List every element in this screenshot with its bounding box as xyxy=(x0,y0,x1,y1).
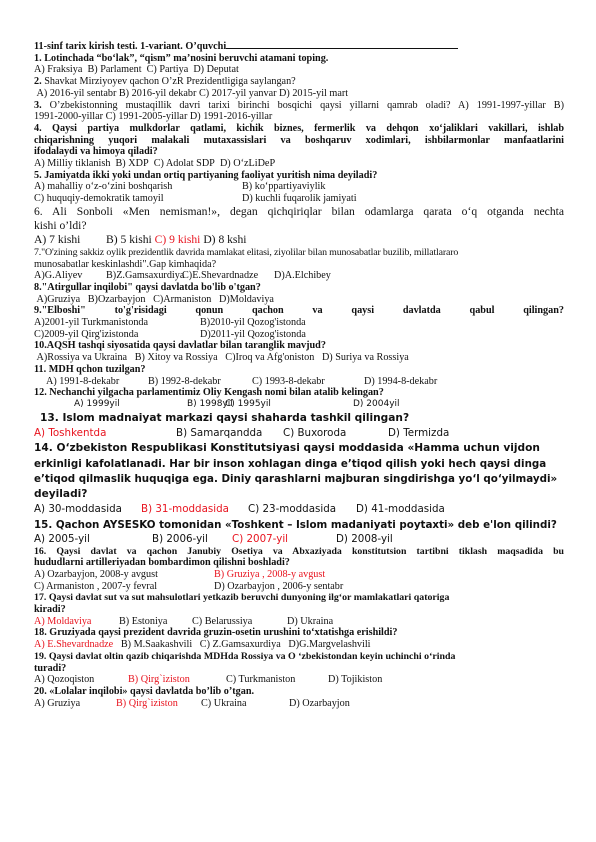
option-17d[interactable]: D) Ukraina xyxy=(287,615,334,627)
question-20: 20. «Lolalar inqilobi» qaysi davlatda bo’lib o’tgan. xyxy=(34,685,255,697)
option-4c[interactable]: C) Adolat SDP xyxy=(153,158,215,170)
options-11 xyxy=(34,376,564,388)
options-2 xyxy=(34,88,564,100)
option-13a[interactable]: A) Toshkentda xyxy=(34,426,107,439)
option-19b[interactable]: B) Qirg`iziston xyxy=(128,674,190,686)
option-18b[interactable]: B) M.Saakashvili xyxy=(120,639,193,651)
question-10: 10.AQSH tashqi siyosatida qaysi davlatlar bilan taranglik mavjud? xyxy=(34,340,326,352)
option-1b[interactable]: B) Parlament xyxy=(87,64,142,76)
option-7c[interactable]: C)E.Shevardnadze xyxy=(182,270,259,282)
question-6-block xyxy=(34,205,564,247)
question-13: 13. Islom madnaiyat markazi qaysi shaharda tashkil qilingan? xyxy=(40,411,410,424)
question-3-options: 1991-2000-yillar C) 1991-2005-yillar D) 1991-2016-yillar xyxy=(34,111,273,123)
option-6b[interactable]: B) 5 kishi xyxy=(106,232,152,246)
options-7 xyxy=(34,270,564,282)
option-16a[interactable]: A) Ozarbayjon, 2008-y avgust xyxy=(34,568,158,580)
option-15c[interactable]: C) 2007-yil xyxy=(232,532,289,545)
question-18: 18. Gruziyada qaysi prezident davrida gruzin-osetin urushini to‘xtatishga erishildi? xyxy=(34,627,398,639)
question-17-line1: 17. Qaysi davlat sut va sut mahsulotlari yetkazib beruvchi dunyoning ilg‘or mamlakatlari qatoriga xyxy=(34,592,450,604)
option-13d[interactable]: D) Termizda xyxy=(388,426,450,439)
option-10b[interactable]: B) Xitoy va Rossiya xyxy=(134,352,218,364)
option-17c[interactable]: C) Belarussiya xyxy=(192,615,253,627)
options-16-row1 xyxy=(34,569,564,581)
option-15b[interactable]: B) 2006-yil xyxy=(152,532,208,545)
question-9: 9."Elboshi" to'g'risidagi qonun qachon va qaysi davlatda qabul qilingan? xyxy=(34,305,564,317)
option-12d[interactable]: D) 2004yil xyxy=(353,398,400,409)
options-17 xyxy=(34,616,564,628)
option-4d[interactable]: D) O‘zLiDeP xyxy=(219,158,276,170)
option-8a[interactable]: A)Gruziya xyxy=(36,293,81,305)
option-10d[interactable]: D) Suriya va Rossiya xyxy=(321,352,409,364)
option-10a[interactable]: A)Rossiya va Ukraina xyxy=(36,352,128,364)
option-15d[interactable]: D) 2008-yil xyxy=(336,532,393,545)
options-14 xyxy=(34,502,564,517)
option-4a[interactable]: A) Milliy tiklanish xyxy=(34,158,111,170)
options-9-row2 xyxy=(34,329,564,341)
option-15a[interactable]: A) 2005-yil xyxy=(34,532,90,545)
option-6a[interactable]: A) 7 kishi xyxy=(34,232,81,246)
options-18 xyxy=(34,639,564,651)
question-14-line1: 14. O‘zbekiston Respublikasi Konstitutsiyasi qaysi moddasida «Hamma uchun vijdon xyxy=(34,442,540,455)
option-6c[interactable]: C) 9 kishi xyxy=(154,232,201,246)
option-20b[interactable]: B) Qirg`iziston xyxy=(116,697,178,709)
options-15 xyxy=(34,532,564,546)
option-17b[interactable]: B) Estoniya xyxy=(119,615,168,627)
option-18c[interactable]: C) Z.Gamsaxurdiya xyxy=(199,639,281,651)
option-1c[interactable]: C) Partiya xyxy=(146,64,189,76)
option-11d[interactable]: D) 1994-8-dekabr xyxy=(364,375,438,387)
option-5c[interactable]: C) huquqiy-demokratik tamoyil xyxy=(34,193,164,205)
question-19-line2: turadi? xyxy=(34,662,67,674)
options-9-row1 xyxy=(34,317,564,329)
question-7-line1: 7."O'zining sakkiz oylik prezidentlik davrida mamlakat elitasi, ziyolilar bilan munosabatlar buzilib, millatlararo xyxy=(34,246,459,258)
question-14-line3: e’tiqod qilmaslik huquqiga ega. Diniy qarashlarni majburan singdirishga yo‘l qo‘yilmaydi» xyxy=(34,472,558,485)
option-19a[interactable]: A) Qozoqiston xyxy=(34,674,95,686)
options-5-row2 xyxy=(34,193,564,205)
question-16-line1: 16. Qaysi davlat va qachon Janubiy Osetiya va Abxaziyada konstitutsion tartibni tiklash maqsadida bu xyxy=(34,545,564,557)
options-16-row2 xyxy=(34,581,564,593)
option-8d[interactable]: D)Moldaviya xyxy=(219,293,274,305)
option-1d[interactable]: D) Deputat xyxy=(193,64,239,76)
question-6-line2: kishi o’ldi? xyxy=(34,218,87,232)
question-5: 5. Jamiyatda ikki yoki undan ortiq partiyaning faoliyat yuritish nima deyiladi? xyxy=(34,169,378,181)
option-14d[interactable]: D) 41-moddasida xyxy=(356,503,445,516)
option-16b[interactable]: B) Gruziya , 2008-y avgust xyxy=(214,568,326,580)
question-3 xyxy=(34,100,564,112)
option-7d[interactable]: D)A.Elchibey xyxy=(274,270,331,282)
question-12: 12. Nechanchi yilgacha parlamentimiz Oliy Kengash nomi bilan atalib kelingan? xyxy=(34,387,384,399)
option-17a[interactable]: A) Moldaviya xyxy=(34,615,92,627)
option-7b[interactable]: B)Z.Gamsaxurdiya xyxy=(106,270,185,282)
question-15: 15. Qachon AYSESKO tomonidan «Toshkent – Islom madaniyati poytaxti» deb e'lon qilindi? xyxy=(34,518,557,531)
option-12c[interactable]: C) 1995yil xyxy=(225,398,271,409)
question-19-line1: 19. Qaysi davlat oltin qazib chiqarishda MDHda Rossiya va O ‘zbekistondan keyin uchinchi o‘rinda xyxy=(34,650,456,662)
option-11b[interactable]: B) 1992-8-dekabr xyxy=(148,375,221,387)
option-8b[interactable]: B)Ozarbayjon xyxy=(87,293,146,305)
question-8: 8."Atirgullar inqilobi" qaysi davlatda bo'lib o'tgan? xyxy=(34,281,261,293)
option-19d[interactable]: D) Tojikiston xyxy=(328,674,383,686)
option-14b[interactable]: B) 31-moddasida xyxy=(141,503,229,516)
options-19 xyxy=(34,674,564,686)
option-20d[interactable]: D) Ozarbayjon xyxy=(289,697,350,709)
option-11c[interactable]: C) 1993-8-dekabr xyxy=(252,375,325,387)
option-7a[interactable]: A)G.Aliyev xyxy=(34,270,83,282)
option-13b[interactable]: B) Samarqandda xyxy=(176,426,263,439)
option-1a[interactable]: A) Fraksiya xyxy=(34,64,83,76)
option-12b[interactable]: B) 1998yil xyxy=(187,398,233,409)
option-5b[interactable]: B) ko‘ppartiyaviylik xyxy=(242,181,326,193)
question-2-number: 2. xyxy=(34,76,42,88)
option-2a[interactable]: A) 2016-yil sentabr xyxy=(36,87,117,99)
options-1 xyxy=(34,64,564,76)
question-16-line2: hududlarni artilleriyadan bombardimon qilishni boshladi? xyxy=(34,557,290,569)
options-8 xyxy=(34,294,564,306)
option-9d[interactable]: D)2011-yil Qozog'istonda xyxy=(200,328,306,340)
option-2c[interactable]: C) 2017-yil yanvar xyxy=(198,87,277,99)
test-title: 11-sinf tarix kirish testi. 1-variant. O’quvchi xyxy=(34,41,227,52)
question-1: 1. Lotinchada “bo‘lak”, “qism” ma’nosini beruvchi atamani toping. xyxy=(34,52,329,64)
option-8c[interactable]: C)Armaniston xyxy=(153,293,212,305)
question-4-line1: 4. Qaysi partiya mulkdorlar qatlami, kichik biznes, fermerlik va dehqon xo‘jaliklari vakillari, ishlab xyxy=(34,122,564,134)
option-14c[interactable]: C) 23-moddasida xyxy=(248,503,337,516)
question-14-line2: erkinligi kafolatlanadi. Har bir inson xohlagan dinga e’tiqod qilish yoki hech qaysi dinga xyxy=(34,457,547,470)
test-page xyxy=(34,40,564,709)
question-3-text: O’zbekistonning mustaqillik davri tarixi birinchi bosqichi qaysi yillarni qamrab oladi? A) 1991-1997-yillar B) xyxy=(49,99,564,111)
question-17-line2: kiradi? xyxy=(34,604,66,616)
question-11: 11. MDH qchon tuzilgan? xyxy=(34,363,146,375)
options-10 xyxy=(34,352,564,364)
option-6d[interactable]: D) 8 kshi xyxy=(203,232,247,246)
options-5-row1 xyxy=(34,181,564,193)
option-20c[interactable]: C) Ukraina xyxy=(201,697,247,709)
option-2b[interactable]: B) 2016-yil dekabr xyxy=(118,87,197,99)
options-6 xyxy=(34,233,564,247)
option-5d[interactable]: D) kuchli fuqarolik jamiyati xyxy=(242,193,357,205)
question-6-line1: 6. Ali Sonboli «Men nemisman!», degan qichqiriqlar bilan odamlarga qarata o‘q otganda nechta xyxy=(34,204,564,218)
option-5a[interactable]: A) mahalliy o‘z-o‘zini boshqarish xyxy=(34,181,173,193)
student-name-line[interactable] xyxy=(226,40,458,49)
option-14a[interactable]: A) 30-moddasida xyxy=(34,503,122,516)
option-13c[interactable]: C) Buxoroda xyxy=(283,426,347,439)
question-7-line2: munosabatlar keskinlashdi".Gap kimhaqida? xyxy=(34,258,217,270)
question-4-line2: chiqarishning yuqori malakali mutaxassislari va boshqaruv xodimlari, ishbilarmonlar manfaatlarini xyxy=(34,134,564,146)
option-4b[interactable]: B) XDP xyxy=(115,158,149,170)
option-2d[interactable]: D) 2015-yil mart xyxy=(279,87,349,99)
option-11a[interactable]: A) 1991-8-dekabr xyxy=(46,375,120,387)
option-12a[interactable]: A) 1999yil xyxy=(74,398,120,409)
option-9b[interactable]: B)2010-yil Qozog'istonda xyxy=(200,317,306,329)
option-10c[interactable]: C)Iroq va Afg'oniston xyxy=(225,352,315,364)
options-13 xyxy=(34,426,564,441)
option-16d[interactable]: D) Ozarbayjon , 2006-y sentabr xyxy=(214,580,344,592)
option-9c[interactable]: C)2009-yil Qirg'izistonda xyxy=(34,328,139,340)
option-19c[interactable]: C) Turkmaniston xyxy=(226,674,296,686)
options-20 xyxy=(34,698,564,710)
option-18a[interactable]: A) E.Shevardnadze xyxy=(34,639,114,651)
option-18d[interactable]: D)G.Margvelashvili xyxy=(288,639,371,651)
option-9a[interactable]: A)2001-yil Turkmanistonda xyxy=(34,317,149,329)
option-20a[interactable]: A) Gruziya xyxy=(34,697,81,709)
options-4 xyxy=(34,158,564,170)
options-12 xyxy=(34,399,564,411)
question-2 xyxy=(34,76,564,88)
question-3-number: 3. xyxy=(34,99,42,111)
question-4-line3: ifodalaydi va himoya qiladi? xyxy=(34,146,158,158)
option-16c[interactable]: C) Armaniston , 2007-y fevral xyxy=(34,580,158,592)
test-header xyxy=(34,40,564,53)
question-14-line4: deyiladi? xyxy=(34,487,88,500)
question-2-text: Shavkat Mirziyoyev qachon O’zR Prezidentligiga saylangan? xyxy=(44,76,296,88)
